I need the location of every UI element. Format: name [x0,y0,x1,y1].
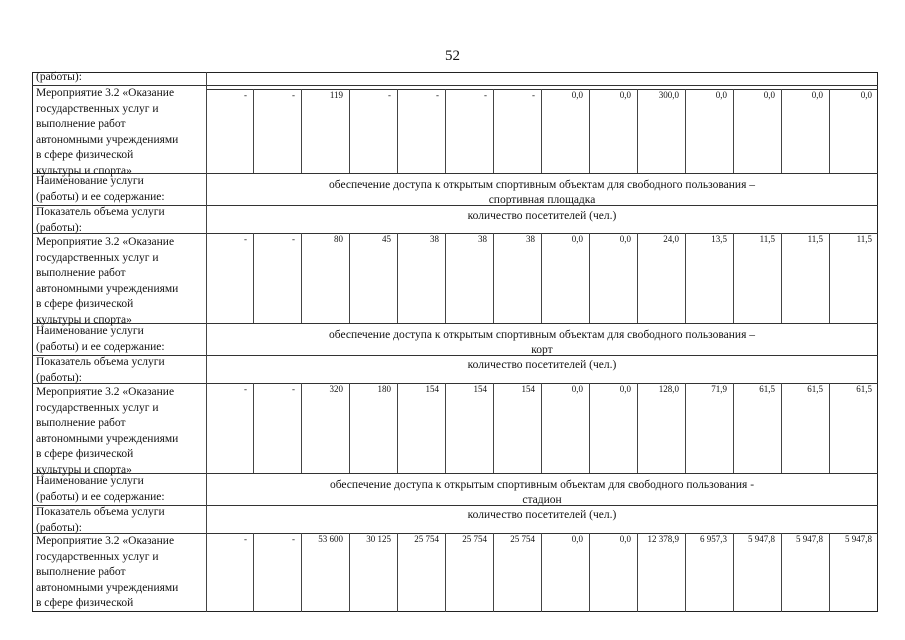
value-cell: 38 [526,234,535,244]
value-cell: 61,5 [759,384,775,394]
value-cell: - [436,90,439,100]
indicator-text: количество посетителей (чел.) [467,359,617,371]
value-column-divider [445,533,446,612]
service-label: Наименование услуги (работы) и ее содержание: [36,475,165,503]
value-column-divider [781,233,782,323]
service-label: Наименование услуги (работы) и ее содержание: [36,175,165,203]
value-column-divider [301,383,302,473]
activity-label: Мероприятие 3.2 «Оказание государственных услуг и выполнение работ автономными учреждениями в сфере физической культуры и спорта» [36,87,179,177]
service-label: Наименование услуги (работы) и ее содержание: [36,325,165,353]
value-column-divider [829,383,830,473]
value-cell: 0,0 [715,90,727,100]
value-column-divider [301,233,302,323]
value-cell: 5 947,8 [748,534,775,544]
value-cell: 128,0 [658,384,679,394]
value-cell: 53 600 [318,534,343,544]
value-cell: 154 [425,384,439,394]
activity-label: Мероприятие 3.2 «Оказание государственных услуг и выполнение работ автономными учреждениями в сфере физической культуры и спорта» [36,386,179,476]
value-column-divider [493,533,494,612]
value-column-divider [685,89,686,173]
value-column-divider [733,233,734,323]
service-description: обеспечение доступа к открытым спортивным объектам для свободного пользования - стадион [329,479,755,506]
value-column-divider [733,383,734,473]
value-cell: - [532,90,535,100]
value-column-divider [781,89,782,173]
value-cell: 0,0 [571,234,583,244]
activity-label: Мероприятие 3.2 «Оказание государственных услуг и выполнение работ автономными учреждениями в сфере физической [36,535,179,609]
value-column-divider [253,233,254,323]
value-cell: - [292,534,295,544]
value-column-divider [253,383,254,473]
indicator-text: количество посетителей (чел.) [467,509,617,521]
value-column-divider [781,383,782,473]
value-column-divider [397,383,398,473]
value-column-divider [637,233,638,323]
value-cell: 80 [334,234,343,244]
value-cell: 180 [377,384,391,394]
value-cell: 25 754 [510,534,535,544]
value-column-divider [349,383,350,473]
value-cell: - [244,90,247,100]
value-cell: 11,5 [807,234,823,244]
value-column-divider [541,533,542,612]
value-column-divider [685,383,686,473]
value-cell: 24,0 [663,234,679,244]
value-cell: 154 [473,384,487,394]
value-column-divider [637,533,638,612]
value-column-divider [685,533,686,612]
value-column-divider [829,533,830,612]
value-cell: 320 [329,384,343,394]
value-column-divider [493,383,494,473]
service-description: обеспечение доступа к открытым спортивным объектам для свободного пользования – корт [329,329,755,356]
value-column-divider [349,89,350,173]
value-column-divider [829,89,830,173]
value-cell: 13,5 [711,234,727,244]
value-column-divider [301,89,302,173]
value-column-divider [445,233,446,323]
value-column-divider [541,233,542,323]
value-cell: 5 947,8 [796,534,823,544]
value-cell: 0,0 [571,384,583,394]
value-cell: 12 378,9 [647,534,679,544]
value-cell: - [244,234,247,244]
activity-label: Мероприятие 3.2 «Оказание государственных услуг и выполнение работ автономными учреждениями в сфере физической культуры и спорта» [36,236,179,326]
value-column-divider [781,533,782,612]
value-column-divider [733,533,734,612]
indicator-label: Показатель объема услуги (работы): [36,356,165,384]
value-column-divider [397,89,398,173]
value-cell: - [292,90,295,100]
value-cell: 38 [430,234,439,244]
indicator-text: количество посетителей (чел.) [467,210,617,222]
value-column-divider [445,89,446,173]
value-column-divider [541,383,542,473]
value-cell: 25 754 [414,534,439,544]
value-cell: - [292,234,295,244]
value-cell: 0,0 [619,234,631,244]
value-cell: 38 [478,234,487,244]
value-column-divider [397,233,398,323]
value-column-divider [589,533,590,612]
value-column-divider [829,233,830,323]
value-column-divider [685,233,686,323]
value-cell: 0,0 [763,90,775,100]
value-cell: 11,5 [759,234,775,244]
value-column-divider [589,383,590,473]
value-cell: 5 947,8 [845,534,872,544]
value-cell: 11,5 [856,234,872,244]
value-cell: 0,0 [811,90,823,100]
value-column-divider [541,89,542,173]
continuation-label: (работы): [36,71,82,83]
value-cell: 30 125 [366,534,391,544]
value-cell: 0,0 [860,90,872,100]
value-cell: 61,5 [807,384,823,394]
indicator-label: Показатель объема услуги (работы): [36,206,165,234]
value-cell: 25 754 [462,534,487,544]
value-cell: 0,0 [619,90,631,100]
value-cell: 61,5 [856,384,872,394]
value-column-divider [349,233,350,323]
value-column-divider [397,533,398,612]
value-cell: 300,0 [658,90,679,100]
value-column-divider [637,89,638,173]
value-cell: 0,0 [619,384,631,394]
value-column-divider [349,533,350,612]
value-column-divider [733,89,734,173]
value-column-divider [253,89,254,173]
value-column-divider [637,383,638,473]
value-column-divider [493,89,494,173]
value-cell: 6 957,3 [700,534,727,544]
value-column-divider [301,533,302,612]
value-column-divider [493,233,494,323]
value-cell: 154 [521,384,535,394]
page-number: 52 [445,48,460,64]
value-column-divider [589,233,590,323]
value-cell: - [244,534,247,544]
value-column-divider [445,383,446,473]
value-cell: - [244,384,247,394]
value-cell: 0,0 [571,534,583,544]
service-description: обеспечение доступа к открытым спортивным объектам для свободного пользования – спортивная площадка [329,179,755,206]
value-column-divider [589,89,590,173]
value-cell: 119 [329,90,343,100]
indicator-label: Показатель объема услуги (работы): [36,506,165,534]
value-column-divider [253,533,254,612]
value-cell: 0,0 [619,534,631,544]
value-cell: - [292,384,295,394]
value-cell: 45 [382,234,391,244]
value-cell: 0,0 [571,90,583,100]
value-cell: - [484,90,487,100]
value-cell: - [388,90,391,100]
value-cell: 71,9 [711,384,727,394]
